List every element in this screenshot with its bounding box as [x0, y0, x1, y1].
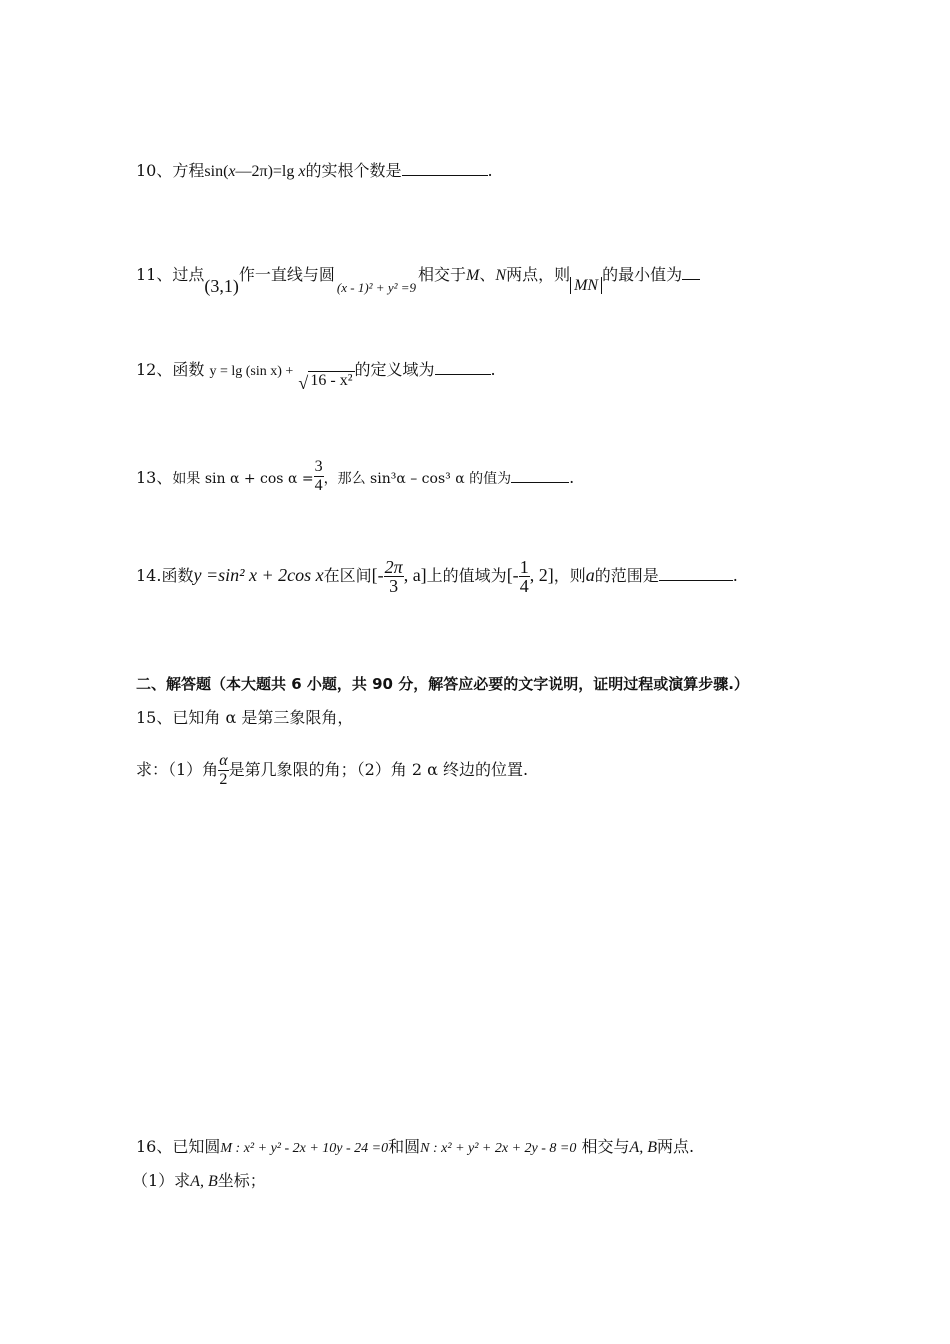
- q11-number: 11、: [136, 265, 173, 284]
- q14-range-fraction: [519, 558, 530, 595]
- q10-end: .: [487, 161, 493, 180]
- q11-text: 过点: [172, 265, 205, 284]
- q10-equation-x2: x: [298, 163, 306, 180]
- answer-blank[interactable]: [511, 468, 569, 483]
- question-15-line-2: [136, 752, 528, 789]
- q14-interval-close: , a]: [403, 565, 427, 585]
- q16-circle-n: N : x² + y² + 2x + 2y - 8 =0: [420, 1141, 577, 1156]
- q13-end: .: [569, 468, 575, 487]
- q15-fraction: [218, 752, 228, 789]
- q11-text-5: 的最小值为: [602, 265, 683, 284]
- q13-frac-den: 4: [314, 477, 323, 494]
- question-11: [136, 264, 700, 296]
- q10-number: 10、: [136, 161, 173, 180]
- q11-point: (3,1): [204, 276, 239, 296]
- q11-text-3: 相交于: [418, 265, 467, 284]
- q14-var-a: a: [585, 565, 595, 585]
- answer-blank[interactable]: [659, 566, 733, 581]
- q16-circle-m: M : x² + y² - 2x + 10y - 24 =0: [220, 1141, 389, 1156]
- q13-text: 如果 sin α + cos α =: [172, 471, 314, 487]
- q16-number: 16、: [136, 1137, 173, 1156]
- q16-text: 已知圆: [172, 1137, 221, 1156]
- q11-text-4: 两点，则: [506, 265, 571, 284]
- q15-frac-num: α: [219, 752, 228, 769]
- q11-circle-equation: (x - 1)² + y² =9: [336, 280, 417, 295]
- section-heading: 二、解答题（本大题共 6 小题，共 90 分，解答应必要的文字说明，证明过程或演算步骤.）: [136, 675, 749, 693]
- q16-sub1-text-2: 坐标；: [217, 1171, 266, 1190]
- q12-text-2: 的定义域为: [354, 360, 435, 379]
- q15-text-b: 是第几象限的角；（2）角 2 α 终边的位置.: [228, 760, 529, 779]
- q11-point-n: N: [495, 267, 507, 284]
- q16-sub1-points: A, B: [190, 1173, 218, 1190]
- q16-points-ab: A, B: [629, 1139, 657, 1156]
- q13-text-2: ，那么 sin³α – cos³ α 的值为: [323, 471, 512, 487]
- q12-function: y = lg (sin x) +: [209, 364, 294, 379]
- q13-number: 13、: [136, 468, 173, 487]
- q14-range-num: 1: [519, 557, 529, 577]
- q12-number: 12、: [136, 360, 173, 379]
- q15-frac-den: 2: [219, 771, 228, 788]
- q12-end: .: [490, 360, 496, 379]
- q14-text-5: 的范围是: [594, 566, 659, 585]
- q14-interval-open: [-: [371, 565, 384, 585]
- q13-frac-num: 3: [314, 458, 323, 475]
- question-16-line-2: [132, 1171, 266, 1192]
- q14-interval-fraction: [384, 558, 404, 595]
- question-14: [136, 558, 738, 595]
- q10-equation-b: —2π)=lg: [235, 163, 299, 180]
- q11-text-2: 作一直线与圆: [238, 265, 335, 284]
- q16-text-2: 和圆: [388, 1137, 421, 1156]
- q10-text: 方程: [172, 161, 205, 180]
- q14-number: 14.: [136, 566, 162, 585]
- q14-text-4: ，则: [553, 566, 586, 585]
- q14-int-num: 2π: [384, 557, 403, 577]
- q14-range-close: , 2]: [529, 565, 554, 585]
- q14-function: y =sin² x + 2cos x: [193, 565, 324, 585]
- question-15-line-1: 15、已知角 α 是第三象限角，: [136, 708, 354, 727]
- q14-text: 函数: [161, 566, 194, 585]
- q14-end: .: [732, 566, 738, 585]
- q16-text-3: 相交与: [576, 1137, 630, 1156]
- q14-text-3: 上的值域为: [426, 566, 507, 585]
- q14-int-den: 3: [389, 576, 399, 596]
- q11-point-m: M: [466, 267, 480, 284]
- question-13: [136, 460, 574, 497]
- answer-blank[interactable]: [435, 360, 491, 375]
- q12-text: 函数: [172, 360, 210, 379]
- answer-blank[interactable]: [402, 161, 488, 176]
- q14-range-den: 4: [519, 576, 529, 596]
- question-16-line-1: [136, 1137, 694, 1159]
- q13-fraction: [314, 458, 324, 495]
- sqrt-icon: √: [298, 373, 309, 393]
- q11-abs-mn: MN: [570, 277, 602, 294]
- q10-text-2: 的实根个数是: [305, 161, 402, 180]
- q10-equation-x: x: [228, 163, 236, 180]
- q12-sqrt: [298, 371, 354, 391]
- q14-text-2: 在区间: [323, 566, 372, 585]
- question-10: [136, 161, 493, 182]
- question-12: [136, 360, 496, 393]
- q12-radicand: 16 - x²: [310, 372, 353, 389]
- q10-equation-a: sin(: [204, 163, 229, 180]
- answer-blank[interactable]: [682, 265, 700, 280]
- q16-text-4: 两点.: [657, 1137, 695, 1156]
- q15-text-a: 求：（1）角: [136, 760, 219, 779]
- q14-range-open: [-: [506, 565, 519, 585]
- q16-sub1-text: （1）求: [132, 1171, 191, 1190]
- q11-separator: 、: [479, 265, 496, 284]
